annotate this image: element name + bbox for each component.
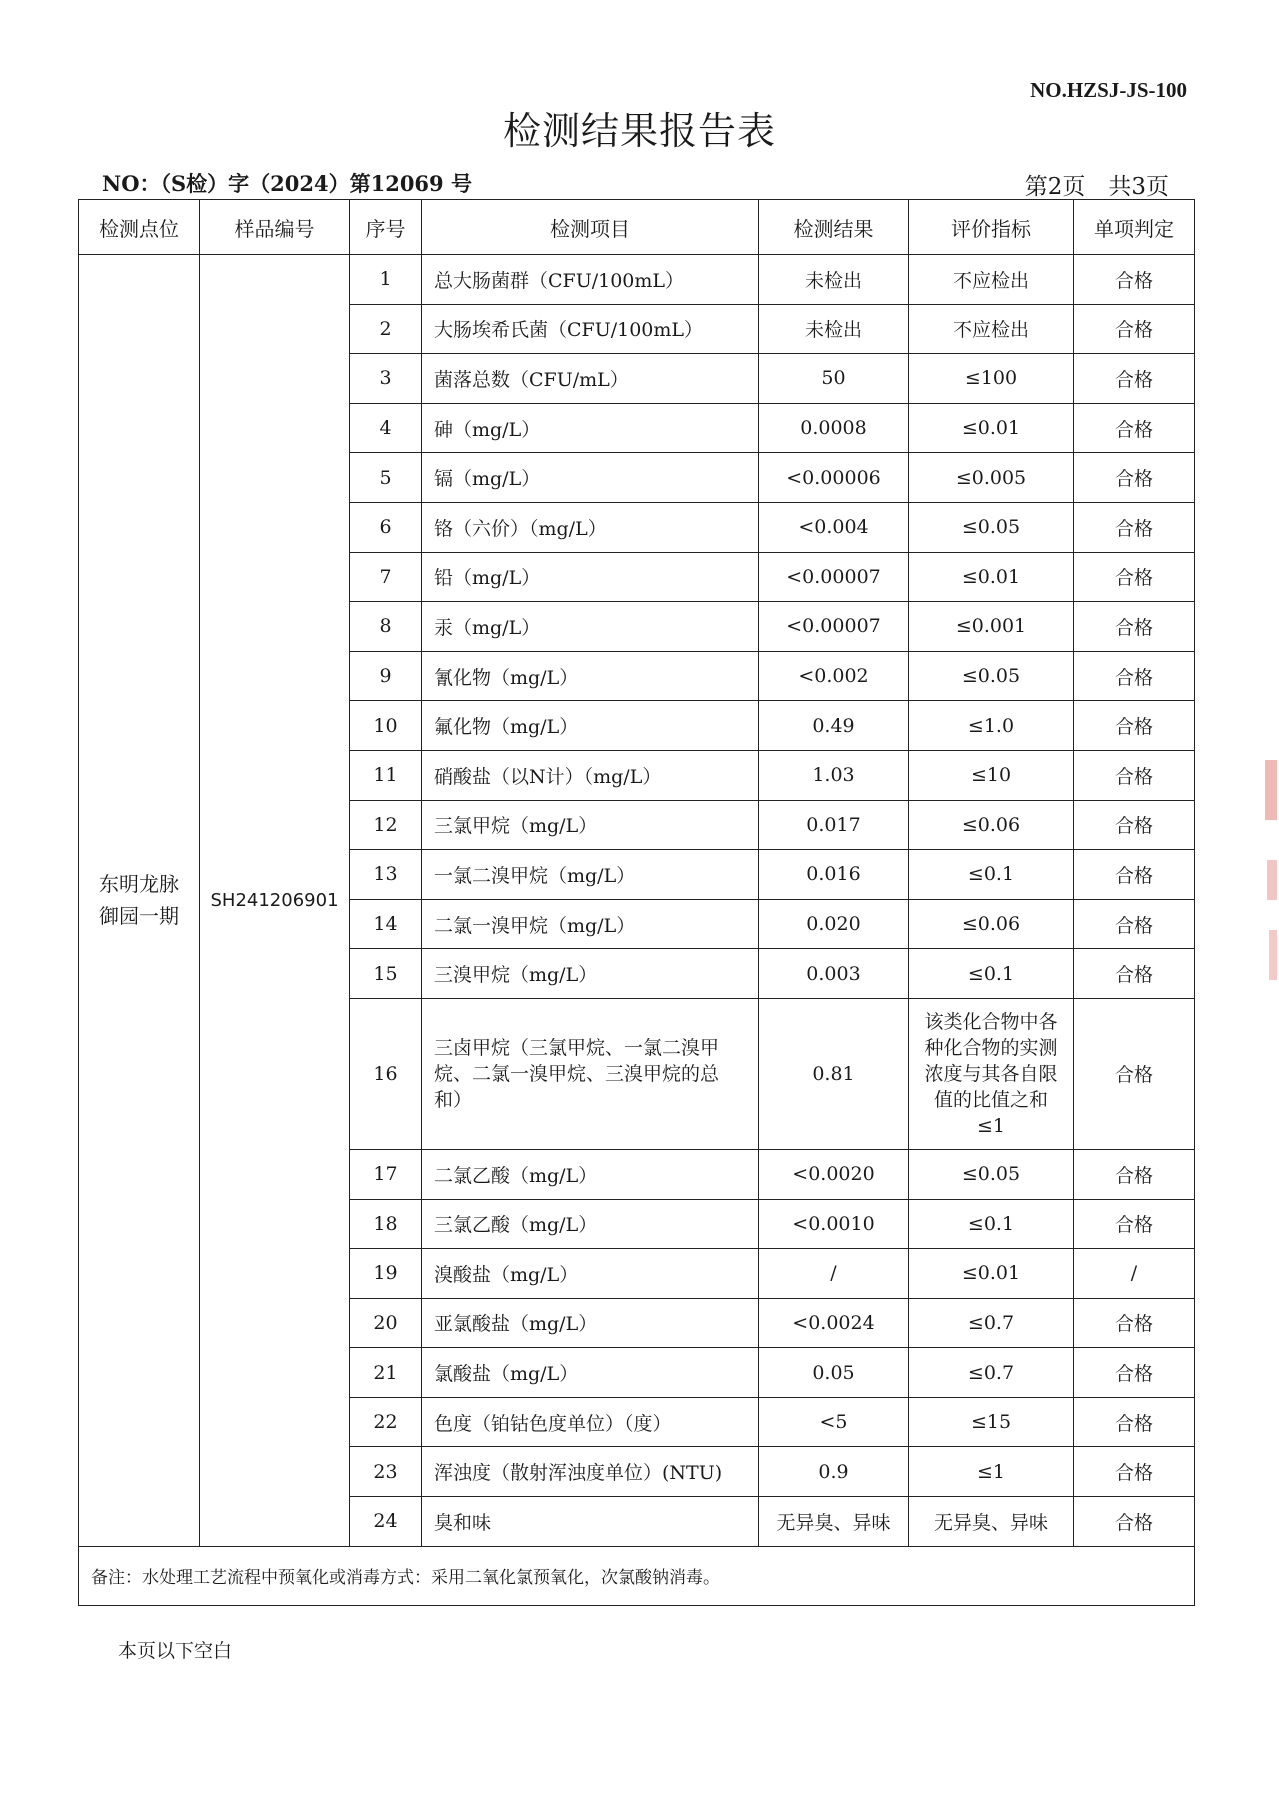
result-cell: 0.81: [759, 998, 909, 1149]
seal-mark: [1261, 760, 1279, 1020]
item-cell: 硝酸盐（以N计）（mg/L）: [422, 750, 759, 800]
column-header-seq: 序号: [350, 200, 422, 255]
criteria-cell: [909, 998, 1074, 1149]
judgment-cell: 合格: [1074, 304, 1195, 354]
sample-number-cell: SH241206901: [200, 255, 350, 1547]
seq-cell: 12: [350, 800, 422, 850]
criteria-cell: ≤0.1: [909, 1199, 1074, 1249]
criteria-cell: ≤1: [909, 1447, 1074, 1497]
seq-cell: 24: [350, 1497, 422, 1547]
result-cell: 未检出: [759, 255, 909, 305]
criteria-cell: ≤0.7: [909, 1298, 1074, 1348]
judgment-cell: 合格: [1074, 1199, 1195, 1249]
seq-cell: 11: [350, 750, 422, 800]
judgment-cell: 合格: [1074, 1298, 1195, 1348]
criteria-cell: ≤0.1: [909, 949, 1074, 999]
result-cell: <0.002: [759, 651, 909, 701]
judgment-cell: 合格: [1074, 800, 1195, 850]
result-cell: 无异臭、异味: [759, 1497, 909, 1547]
seq-cell: 8: [350, 602, 422, 652]
page-info: 第2页 共3页: [1024, 174, 1169, 200]
criteria-cell: ≤0.05: [909, 651, 1074, 701]
item-cell-text: 三卤甲烷（三氯甲烷、一氯二溴甲烷、二氯一溴甲烷、三溴甲烷的总和）: [434, 1036, 720, 1111]
item-cell: 色度（铂钴色度单位）（度）: [422, 1397, 759, 1447]
criteria-cell: ≤0.01: [909, 403, 1074, 453]
criteria-cell: ≤0.001: [909, 602, 1074, 652]
result-cell: /: [759, 1249, 909, 1299]
judgment-cell: 合格: [1074, 701, 1195, 751]
criteria-cell: ≤0.05: [909, 502, 1074, 552]
location-cell: [79, 255, 200, 1547]
judgment-cell: 合格: [1074, 1497, 1195, 1547]
criteria-cell: ≤10: [909, 750, 1074, 800]
result-cell: 0.003: [759, 949, 909, 999]
result-cell: <5: [759, 1397, 909, 1447]
column-header-judgment: 单项判定: [1074, 200, 1195, 255]
seq-cell: 17: [350, 1149, 422, 1199]
result-cell: <0.004: [759, 502, 909, 552]
seq-cell: 16: [350, 998, 422, 1149]
seq-cell: 19: [350, 1249, 422, 1299]
result-cell: 0.020: [759, 899, 909, 949]
item-cell: 亚氯酸盐（mg/L）: [422, 1298, 759, 1348]
judgment-cell: 合格: [1074, 403, 1195, 453]
result-cell: 0.05: [759, 1348, 909, 1398]
criteria-cell: 不应检出: [909, 255, 1074, 305]
judgment-cell: /: [1074, 1249, 1195, 1299]
seq-cell: 6: [350, 502, 422, 552]
column-header-location: 检测点位: [79, 200, 200, 255]
result-cell: 0.016: [759, 850, 909, 900]
result-cell: 1.03: [759, 750, 909, 800]
judgment-cell: 合格: [1074, 502, 1195, 552]
criteria-cell-text: 该类化合物中各种化合物的实测浓度与其各自限值的比值之和≤1: [924, 1010, 1058, 1137]
judgment-cell: 合格: [1074, 949, 1195, 999]
criteria-cell: ≤0.06: [909, 899, 1074, 949]
item-cell: 三溴甲烷（mg/L）: [422, 949, 759, 999]
criteria-cell: ≤0.1: [909, 850, 1074, 900]
result-cell: <0.00007: [759, 552, 909, 602]
column-header-item: 检测项目: [422, 200, 759, 255]
result-cell: 0.9: [759, 1447, 909, 1497]
item-cell: 二氯乙酸（mg/L）: [422, 1149, 759, 1199]
criteria-cell: ≤0.005: [909, 453, 1074, 503]
criteria-cell: ≤0.7: [909, 1348, 1074, 1398]
seq-cell: 10: [350, 701, 422, 751]
seq-cell: 22: [350, 1397, 422, 1447]
result-cell: 0.49: [759, 701, 909, 751]
remark: 备注：水处理工艺流程中预氧化或消毒方式：采用二氧化氯预氧化，次氯酸钠消毒。: [79, 1546, 1195, 1605]
judgment-cell: 合格: [1074, 998, 1195, 1149]
item-cell: 镉（mg/L）: [422, 453, 759, 503]
seq-cell: 20: [350, 1298, 422, 1348]
report-number: NO：（S检）字（2024）第12069 号: [102, 171, 472, 196]
item-cell: 二氯一溴甲烷（mg/L）: [422, 899, 759, 949]
column-header-sample-no: 样品编号: [200, 200, 350, 255]
item-cell: 三氯甲烷（mg/L）: [422, 800, 759, 850]
item-cell: 氯酸盐（mg/L）: [422, 1348, 759, 1398]
seq-cell: 18: [350, 1199, 422, 1249]
item-cell: 臭和味: [422, 1497, 759, 1547]
item-cell: 三氯乙酸（mg/L）: [422, 1199, 759, 1249]
item-cell: 浑浊度（散射浑浊度单位）(NTU): [422, 1447, 759, 1497]
seq-cell: 21: [350, 1348, 422, 1398]
judgment-cell: 合格: [1074, 1397, 1195, 1447]
result-cell: <0.00007: [759, 602, 909, 652]
result-cell: 未检出: [759, 304, 909, 354]
item-cell: 溴酸盐（mg/L）: [422, 1249, 759, 1299]
seq-cell: 15: [350, 949, 422, 999]
column-header-criteria: 评价指标: [909, 200, 1074, 255]
page-title: 检测结果报告表: [502, 109, 776, 153]
remark-row: [79, 1546, 1195, 1605]
result-cell: 0.017: [759, 800, 909, 850]
item-cell: 氟化物（mg/L）: [422, 701, 759, 751]
seq-cell: 4: [350, 403, 422, 453]
item-cell: 菌落总数（CFU/mL）: [422, 354, 759, 404]
judgment-cell: 合格: [1074, 354, 1195, 404]
item-cell: 总大肠菌群（CFU/100mL）: [422, 255, 759, 305]
criteria-cell: 不应检出: [909, 304, 1074, 354]
table-header-row: [79, 200, 1195, 255]
seq-cell: 13: [350, 850, 422, 900]
result-cell: 50: [759, 354, 909, 404]
judgment-cell: 合格: [1074, 552, 1195, 602]
judgment-cell: 合格: [1074, 453, 1195, 503]
result-cell: 0.0008: [759, 403, 909, 453]
column-header-result: 检测结果: [759, 200, 909, 255]
judgment-cell: 合格: [1074, 1348, 1195, 1398]
judgment-cell: 合格: [1074, 1149, 1195, 1199]
item-cell: 一氯二溴甲烷（mg/L）: [422, 850, 759, 900]
item-cell: 汞（mg/L）: [422, 602, 759, 652]
location-text: 东明龙脉御园一期: [99, 872, 179, 929]
judgment-cell: 合格: [1074, 850, 1195, 900]
result-cell: <0.00006: [759, 453, 909, 503]
judgment-cell: 合格: [1074, 899, 1195, 949]
item-cell: 氰化物（mg/L）: [422, 651, 759, 701]
judgment-cell: 合格: [1074, 255, 1195, 305]
criteria-cell: ≤1.0: [909, 701, 1074, 751]
item-cell: 铅（mg/L）: [422, 552, 759, 602]
blank-below-note: 本页以下空白: [118, 1640, 233, 1662]
seq-cell: 9: [350, 651, 422, 701]
seq-cell: 2: [350, 304, 422, 354]
item-cell: 铬（六价）（mg/L）: [422, 502, 759, 552]
result-cell: <0.0020: [759, 1149, 909, 1199]
judgment-cell: 合格: [1074, 602, 1195, 652]
seq-cell: 5: [350, 453, 422, 503]
seq-cell: 3: [350, 354, 422, 404]
item-cell: 大肠埃希氏菌（CFU/100mL）: [422, 304, 759, 354]
seq-cell: 14: [350, 899, 422, 949]
item-cell: [422, 998, 759, 1149]
judgment-cell: 合格: [1074, 651, 1195, 701]
criteria-cell: ≤0.06: [909, 800, 1074, 850]
criteria-cell: ≤15: [909, 1397, 1074, 1447]
results-table: [78, 199, 1195, 1606]
form-code: NO.HZSJ-JS-100: [1030, 78, 1187, 102]
criteria-cell: ≤100: [909, 354, 1074, 404]
seq-cell: 23: [350, 1447, 422, 1497]
judgment-cell: 合格: [1074, 750, 1195, 800]
result-cell: <0.0024: [759, 1298, 909, 1348]
table-row: [79, 255, 1195, 305]
seq-cell: 1: [350, 255, 422, 305]
result-cell: <0.0010: [759, 1199, 909, 1249]
judgment-cell: 合格: [1074, 1447, 1195, 1497]
item-cell: 砷（mg/L）: [422, 403, 759, 453]
criteria-cell: 无异臭、异味: [909, 1497, 1074, 1547]
criteria-cell: ≤0.01: [909, 1249, 1074, 1299]
criteria-cell: ≤0.01: [909, 552, 1074, 602]
seq-cell: 7: [350, 552, 422, 602]
criteria-cell: ≤0.05: [909, 1149, 1074, 1199]
